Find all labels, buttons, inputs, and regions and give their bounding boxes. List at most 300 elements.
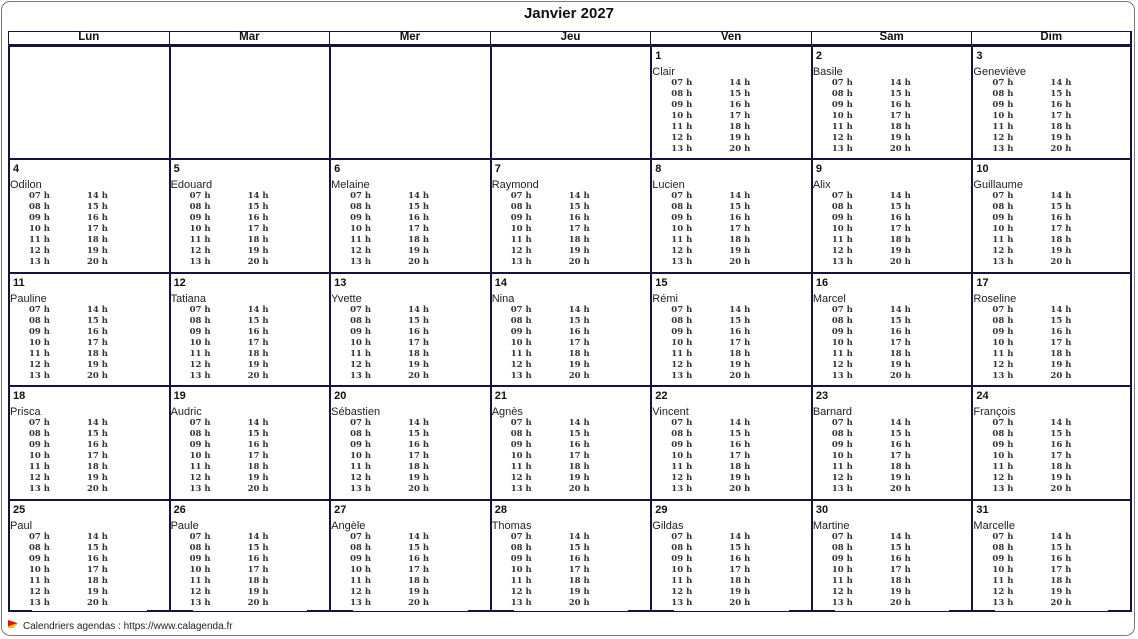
hour-slot-afternoon[interactable]: 20 h — [247, 597, 269, 608]
hour-slot-afternoon[interactable]: 17 h — [408, 224, 430, 235]
hour-slot-afternoon[interactable]: 16 h — [247, 326, 269, 337]
hour-slot-afternoon[interactable]: 16 h — [247, 440, 269, 451]
hour-slot-afternoon[interactable]: 15 h — [729, 542, 751, 553]
hour-slot-morning[interactable]: 08 h — [29, 542, 50, 553]
hour-slot-morning[interactable]: 07 h — [992, 78, 1014, 88]
hour-slot-morning[interactable]: 13 h — [29, 370, 50, 381]
hour-slot-morning[interactable]: 10 h — [189, 337, 211, 348]
hour-slot-morning[interactable]: 12 h — [350, 246, 372, 257]
hour-slot-morning[interactable]: 13 h — [831, 257, 853, 268]
hour-slot-morning[interactable]: 11 h — [831, 348, 853, 359]
hour-slot-afternoon[interactable]: 17 h — [889, 451, 911, 462]
hour-slot-afternoon[interactable]: 16 h — [1050, 100, 1072, 110]
hour-slot-morning[interactable]: 11 h — [29, 575, 50, 586]
hour-slot-morning[interactable]: 10 h — [992, 564, 1014, 575]
hour-slot-afternoon[interactable]: 14 h — [889, 531, 911, 542]
hour-slot-morning[interactable]: 07 h — [29, 304, 50, 315]
hour-slot-morning[interactable]: 08 h — [992, 89, 1014, 99]
day-cell[interactable] — [490, 158, 651, 271]
hour-slot-afternoon[interactable]: 20 h — [889, 144, 911, 154]
hour-slot-morning[interactable]: 10 h — [992, 224, 1014, 235]
hour-slot-afternoon[interactable]: 17 h — [87, 224, 108, 235]
hour-slot-morning[interactable]: 13 h — [992, 370, 1014, 381]
hour-slot-morning[interactable]: 12 h — [992, 586, 1014, 597]
hour-slot-morning[interactable]: 09 h — [350, 213, 372, 224]
hour-slot-afternoon[interactable]: 15 h — [729, 429, 751, 440]
hour-slot-afternoon[interactable]: 19 h — [889, 359, 911, 370]
hour-slot-afternoon[interactable]: 17 h — [729, 451, 751, 462]
hour-slot-morning[interactable]: 10 h — [189, 224, 211, 235]
hour-slot-morning[interactable]: 12 h — [29, 246, 50, 257]
hour-slot-morning[interactable]: 12 h — [831, 473, 853, 484]
hour-slot-afternoon[interactable]: 20 h — [1050, 144, 1072, 154]
hour-slot-morning[interactable]: 11 h — [992, 462, 1014, 473]
hour-slot-morning[interactable]: 08 h — [831, 89, 853, 99]
hour-slot-afternoon[interactable]: 16 h — [247, 553, 269, 564]
hour-slot-afternoon[interactable]: 16 h — [1050, 553, 1072, 564]
hour-slot-morning[interactable]: 08 h — [671, 429, 693, 440]
day-cell[interactable] — [329, 499, 490, 612]
hour-slot-afternoon[interactable]: 16 h — [87, 553, 108, 564]
hour-slot-morning[interactable]: 10 h — [831, 337, 853, 348]
hour-slot-afternoon[interactable]: 15 h — [87, 315, 108, 326]
hour-slot-morning[interactable]: 08 h — [671, 202, 693, 213]
hour-slot-morning[interactable]: 09 h — [671, 440, 693, 451]
hour-slot-afternoon[interactable]: 14 h — [729, 304, 751, 315]
hour-slot-afternoon[interactable]: 17 h — [87, 564, 108, 575]
hour-slot-afternoon[interactable]: 20 h — [247, 370, 269, 381]
hour-slot-afternoon[interactable]: 19 h — [729, 133, 751, 143]
hour-slot-morning[interactable]: 11 h — [29, 348, 50, 359]
hour-slot-afternoon[interactable]: 16 h — [408, 213, 430, 224]
hour-slot-morning[interactable]: 09 h — [29, 326, 50, 337]
hour-slot-morning[interactable]: 10 h — [29, 224, 50, 235]
hour-slot-morning[interactable]: 13 h — [992, 257, 1014, 268]
hour-slot-afternoon[interactable]: 17 h — [247, 337, 269, 348]
hour-slot-afternoon[interactable]: 15 h — [247, 429, 269, 440]
day-cell[interactable] — [971, 158, 1132, 271]
hour-slot-afternoon[interactable]: 15 h — [889, 315, 911, 326]
hour-slot-morning[interactable]: 12 h — [189, 473, 211, 484]
hour-slot-morning[interactable]: 08 h — [831, 542, 853, 553]
hour-slot-morning[interactable]: 11 h — [992, 575, 1014, 586]
hour-slot-morning[interactable]: 13 h — [350, 370, 372, 381]
hour-slot-afternoon[interactable]: 16 h — [87, 326, 108, 337]
hour-slot-afternoon[interactable]: 18 h — [1050, 462, 1072, 473]
day-cell[interactable] — [811, 158, 972, 271]
hour-slot-morning[interactable]: 08 h — [671, 315, 693, 326]
hour-slot-morning[interactable]: 13 h — [29, 597, 50, 608]
hour-slot-afternoon[interactable]: 20 h — [87, 484, 108, 495]
hour-slot-afternoon[interactable]: 19 h — [889, 473, 911, 484]
hour-slot-morning[interactable]: 11 h — [350, 462, 372, 473]
hour-slot-morning[interactable]: 11 h — [189, 575, 211, 586]
hour-slot-afternoon[interactable]: 18 h — [87, 575, 108, 586]
hour-slot-morning[interactable]: 07 h — [992, 191, 1014, 202]
hour-slot-afternoon[interactable]: 16 h — [729, 553, 751, 564]
hour-slot-morning[interactable]: 10 h — [510, 564, 532, 575]
hour-slot-afternoon[interactable]: 18 h — [1050, 122, 1072, 132]
hour-slot-morning[interactable]: 08 h — [189, 429, 211, 440]
hour-slot-morning[interactable]: 10 h — [992, 111, 1014, 121]
hour-slot-afternoon[interactable]: 20 h — [568, 484, 590, 495]
hour-slot-afternoon[interactable]: 19 h — [87, 586, 108, 597]
hour-slot-afternoon[interactable]: 20 h — [729, 370, 751, 381]
hour-slot-afternoon[interactable]: 14 h — [247, 418, 269, 429]
hour-slot-afternoon[interactable]: 18 h — [729, 575, 751, 586]
hour-slot-afternoon[interactable]: 16 h — [889, 213, 911, 224]
hour-slot-morning[interactable]: 13 h — [671, 370, 693, 381]
hour-slot-morning[interactable]: 12 h — [671, 586, 693, 597]
hour-slot-morning[interactable]: 07 h — [671, 304, 693, 315]
hour-slot-morning[interactable]: 09 h — [671, 553, 693, 564]
hour-slot-afternoon[interactable]: 16 h — [247, 213, 269, 224]
hour-slot-morning[interactable]: 09 h — [510, 553, 532, 564]
hour-slot-afternoon[interactable]: 19 h — [247, 473, 269, 484]
hour-slot-morning[interactable]: 08 h — [29, 202, 50, 213]
hour-slot-morning[interactable]: 09 h — [992, 553, 1014, 564]
hour-slot-afternoon[interactable]: 15 h — [1050, 202, 1072, 213]
hour-slot-afternoon[interactable]: 14 h — [568, 304, 590, 315]
hour-slot-morning[interactable]: 13 h — [671, 257, 693, 268]
hour-slot-afternoon[interactable]: 17 h — [889, 337, 911, 348]
day-cell[interactable] — [811, 499, 972, 612]
hour-slot-afternoon[interactable]: 18 h — [568, 348, 590, 359]
hour-slot-afternoon[interactable]: 16 h — [568, 553, 590, 564]
hour-slot-morning[interactable]: 09 h — [510, 213, 532, 224]
hour-slot-afternoon[interactable]: 19 h — [568, 586, 590, 597]
hour-slot-morning[interactable]: 09 h — [831, 213, 853, 224]
hour-slot-afternoon[interactable]: 19 h — [408, 359, 430, 370]
hour-slot-morning[interactable]: 11 h — [350, 575, 372, 586]
hour-slot-morning[interactable]: 07 h — [29, 418, 50, 429]
hour-slot-afternoon[interactable]: 20 h — [729, 257, 751, 268]
hour-slot-morning[interactable]: 13 h — [671, 484, 693, 495]
hour-slot-afternoon[interactable]: 20 h — [87, 597, 108, 608]
hour-slot-afternoon[interactable]: 18 h — [247, 462, 269, 473]
day-cell[interactable] — [490, 272, 651, 385]
hour-slot-afternoon[interactable]: 16 h — [408, 326, 430, 337]
hour-slot-morning[interactable]: 13 h — [992, 144, 1014, 154]
hour-slot-morning[interactable]: 10 h — [831, 111, 853, 121]
hour-slot-morning[interactable]: 12 h — [671, 359, 693, 370]
hour-slot-afternoon[interactable]: 15 h — [408, 315, 430, 326]
hour-slot-morning[interactable]: 12 h — [671, 133, 693, 143]
day-cell[interactable] — [650, 272, 811, 385]
day-cell[interactable] — [169, 385, 330, 498]
hour-slot-afternoon[interactable]: 16 h — [1050, 326, 1072, 337]
day-cell[interactable] — [811, 385, 972, 498]
hour-slot-afternoon[interactable]: 15 h — [1050, 89, 1072, 99]
hour-slot-morning[interactable]: 13 h — [510, 257, 532, 268]
hour-slot-morning[interactable]: 11 h — [671, 122, 693, 132]
hour-slot-afternoon[interactable]: 15 h — [87, 202, 108, 213]
hour-slot-morning[interactable]: 10 h — [29, 564, 50, 575]
hour-slot-afternoon[interactable]: 17 h — [568, 451, 590, 462]
hour-slot-afternoon[interactable]: 19 h — [729, 246, 751, 257]
hour-slot-morning[interactable]: 07 h — [831, 78, 853, 88]
hour-slot-afternoon[interactable]: 20 h — [889, 597, 911, 608]
hour-slot-afternoon[interactable]: 18 h — [247, 348, 269, 359]
hour-slot-morning[interactable]: 08 h — [992, 202, 1014, 213]
hour-slot-morning[interactable]: 11 h — [29, 462, 50, 473]
hour-slot-afternoon[interactable]: 16 h — [729, 213, 751, 224]
hour-slot-afternoon[interactable]: 16 h — [889, 553, 911, 564]
hour-slot-afternoon[interactable]: 18 h — [889, 575, 911, 586]
hour-slot-morning[interactable]: 07 h — [350, 531, 372, 542]
hour-slot-morning[interactable]: 07 h — [189, 191, 211, 202]
hour-slot-afternoon[interactable]: 14 h — [568, 191, 590, 202]
hour-slot-afternoon[interactable]: 14 h — [87, 191, 108, 202]
hour-slot-morning[interactable]: 13 h — [29, 257, 50, 268]
hour-slot-morning[interactable]: 08 h — [29, 429, 50, 440]
hour-slot-morning[interactable]: 08 h — [510, 542, 532, 553]
hour-slot-afternoon[interactable]: 17 h — [729, 224, 751, 235]
hour-slot-afternoon[interactable]: 18 h — [1050, 235, 1072, 246]
hour-slot-afternoon[interactable]: 15 h — [889, 202, 911, 213]
hour-slot-afternoon[interactable]: 15 h — [408, 202, 430, 213]
hour-slot-morning[interactable]: 08 h — [671, 542, 693, 553]
hour-slot-afternoon[interactable]: 19 h — [1050, 133, 1072, 143]
hour-slot-morning[interactable]: 08 h — [510, 429, 532, 440]
hour-slot-afternoon[interactable]: 15 h — [568, 315, 590, 326]
hour-slot-morning[interactable]: 10 h — [510, 451, 532, 462]
hour-slot-afternoon[interactable]: 15 h — [729, 315, 751, 326]
hour-slot-morning[interactable]: 11 h — [189, 462, 211, 473]
hour-slot-morning[interactable]: 11 h — [831, 235, 853, 246]
hour-slot-afternoon[interactable]: 17 h — [408, 451, 430, 462]
hour-slot-afternoon[interactable]: 19 h — [1050, 359, 1072, 370]
hour-slot-afternoon[interactable]: 19 h — [729, 586, 751, 597]
hour-slot-afternoon[interactable]: 20 h — [729, 144, 751, 154]
hour-slot-morning[interactable]: 09 h — [992, 213, 1014, 224]
hour-slot-morning[interactable]: 09 h — [831, 100, 853, 110]
hour-slot-morning[interactable]: 10 h — [189, 451, 211, 462]
hour-slot-morning[interactable]: 12 h — [350, 359, 372, 370]
hour-slot-afternoon[interactable]: 14 h — [408, 531, 430, 542]
hour-slot-morning[interactable]: 09 h — [992, 326, 1014, 337]
day-cell[interactable] — [8, 272, 169, 385]
hour-slot-morning[interactable]: 13 h — [510, 484, 532, 495]
hour-slot-afternoon[interactable]: 17 h — [1050, 451, 1072, 462]
hour-slot-afternoon[interactable]: 18 h — [408, 348, 430, 359]
hour-slot-afternoon[interactable]: 17 h — [247, 451, 269, 462]
hour-slot-morning[interactable]: 11 h — [510, 235, 532, 246]
hour-slot-morning[interactable]: 11 h — [350, 348, 372, 359]
hour-slot-afternoon[interactable]: 16 h — [568, 213, 590, 224]
hour-slot-morning[interactable]: 10 h — [510, 224, 532, 235]
day-cell[interactable] — [169, 272, 330, 385]
hour-slot-morning[interactable]: 10 h — [671, 564, 693, 575]
hour-slot-morning[interactable]: 13 h — [992, 484, 1014, 495]
hour-slot-afternoon[interactable]: 14 h — [889, 304, 911, 315]
hour-slot-afternoon[interactable]: 18 h — [729, 235, 751, 246]
hour-slot-morning[interactable]: 10 h — [29, 337, 50, 348]
hour-slot-morning[interactable]: 09 h — [29, 553, 50, 564]
hour-slot-afternoon[interactable]: 16 h — [87, 440, 108, 451]
hour-slot-morning[interactable]: 13 h — [189, 484, 211, 495]
hour-slot-morning[interactable]: 09 h — [189, 326, 211, 337]
hour-slot-afternoon[interactable]: 19 h — [87, 359, 108, 370]
hour-slot-morning[interactable]: 13 h — [189, 370, 211, 381]
hour-slot-afternoon[interactable]: 15 h — [889, 89, 911, 99]
hour-slot-afternoon[interactable]: 19 h — [87, 473, 108, 484]
hour-slot-morning[interactable]: 13 h — [671, 597, 693, 608]
hour-slot-morning[interactable]: 13 h — [510, 370, 532, 381]
hour-slot-morning[interactable]: 10 h — [992, 337, 1014, 348]
hour-slot-afternoon[interactable]: 15 h — [889, 429, 911, 440]
hour-slot-morning[interactable]: 11 h — [510, 462, 532, 473]
hour-slot-afternoon[interactable]: 15 h — [1050, 542, 1072, 553]
hour-slot-morning[interactable]: 12 h — [992, 359, 1014, 370]
hour-slot-afternoon[interactable]: 16 h — [729, 440, 751, 451]
hour-slot-morning[interactable]: 12 h — [350, 473, 372, 484]
hour-slot-afternoon[interactable]: 15 h — [408, 429, 430, 440]
hour-slot-afternoon[interactable]: 18 h — [729, 462, 751, 473]
hour-slot-morning[interactable]: 11 h — [671, 348, 693, 359]
hour-slot-morning[interactable]: 10 h — [671, 337, 693, 348]
hour-slot-afternoon[interactable]: 17 h — [408, 564, 430, 575]
hour-slot-afternoon[interactable]: 18 h — [889, 462, 911, 473]
hour-slot-morning[interactable]: 12 h — [189, 586, 211, 597]
hour-slot-morning[interactable]: 12 h — [671, 246, 693, 257]
hour-slot-afternoon[interactable]: 17 h — [889, 564, 911, 575]
hour-slot-morning[interactable]: 10 h — [350, 337, 372, 348]
hour-slot-afternoon[interactable]: 15 h — [1050, 429, 1072, 440]
hour-slot-morning[interactable]: 08 h — [992, 429, 1014, 440]
hour-slot-afternoon[interactable]: 16 h — [889, 100, 911, 110]
hour-slot-morning[interactable]: 12 h — [831, 246, 853, 257]
hour-slot-afternoon[interactable]: 19 h — [1050, 586, 1072, 597]
hour-slot-afternoon[interactable]: 19 h — [87, 246, 108, 257]
hour-slot-morning[interactable]: 11 h — [189, 348, 211, 359]
hour-slot-afternoon[interactable]: 18 h — [87, 348, 108, 359]
day-cell[interactable] — [650, 45, 811, 158]
hour-slot-morning[interactable]: 09 h — [671, 213, 693, 224]
hour-slot-morning[interactable]: 08 h — [29, 315, 50, 326]
hour-slot-afternoon[interactable]: 20 h — [1050, 484, 1072, 495]
hour-slot-afternoon[interactable]: 20 h — [1050, 370, 1072, 381]
hour-slot-morning[interactable]: 07 h — [350, 304, 372, 315]
hour-slot-afternoon[interactable]: 14 h — [408, 418, 430, 429]
hour-slot-morning[interactable]: 11 h — [671, 575, 693, 586]
hour-slot-afternoon[interactable]: 14 h — [729, 418, 751, 429]
hour-slot-morning[interactable]: 13 h — [510, 597, 532, 608]
hour-slot-afternoon[interactable]: 19 h — [247, 246, 269, 257]
hour-slot-morning[interactable]: 07 h — [831, 418, 853, 429]
hour-slot-morning[interactable]: 12 h — [992, 246, 1014, 257]
hour-slot-morning[interactable]: 07 h — [671, 418, 693, 429]
hour-slot-morning[interactable]: 07 h — [992, 531, 1014, 542]
hour-slot-morning[interactable]: 09 h — [29, 440, 50, 451]
hour-slot-morning[interactable]: 12 h — [831, 133, 853, 143]
hour-slot-afternoon[interactable]: 20 h — [408, 370, 430, 381]
day-cell[interactable] — [650, 385, 811, 498]
hour-slot-afternoon[interactable]: 15 h — [568, 542, 590, 553]
hour-slot-morning[interactable]: 13 h — [350, 484, 372, 495]
hour-slot-afternoon[interactable]: 16 h — [408, 440, 430, 451]
hour-slot-afternoon[interactable]: 16 h — [568, 326, 590, 337]
hour-slot-afternoon[interactable]: 18 h — [1050, 575, 1072, 586]
hour-slot-morning[interactable]: 11 h — [831, 575, 853, 586]
hour-slot-afternoon[interactable]: 18 h — [408, 235, 430, 246]
hour-slot-afternoon[interactable]: 14 h — [1050, 191, 1072, 202]
hour-slot-morning[interactable]: 07 h — [671, 78, 693, 88]
hour-slot-morning[interactable]: 07 h — [350, 191, 372, 202]
hour-slot-afternoon[interactable]: 16 h — [889, 326, 911, 337]
hour-slot-afternoon[interactable]: 19 h — [568, 473, 590, 484]
hour-slot-morning[interactable]: 09 h — [671, 100, 693, 110]
hour-slot-morning[interactable]: 11 h — [992, 235, 1014, 246]
hour-slot-afternoon[interactable]: 14 h — [408, 304, 430, 315]
hour-slot-afternoon[interactable]: 15 h — [568, 202, 590, 213]
hour-slot-afternoon[interactable]: 18 h — [408, 575, 430, 586]
hour-slot-morning[interactable]: 07 h — [29, 531, 50, 542]
hour-slot-afternoon[interactable]: 15 h — [87, 542, 108, 553]
hour-slot-afternoon[interactable]: 20 h — [568, 257, 590, 268]
hour-slot-afternoon[interactable]: 15 h — [889, 542, 911, 553]
hour-slot-morning[interactable]: 11 h — [671, 462, 693, 473]
hour-slot-morning[interactable]: 08 h — [189, 202, 211, 213]
hour-slot-afternoon[interactable]: 18 h — [87, 462, 108, 473]
hour-slot-morning[interactable]: 11 h — [189, 235, 211, 246]
hour-slot-morning[interactable]: 07 h — [510, 531, 532, 542]
hour-slot-afternoon[interactable]: 14 h — [1050, 78, 1072, 88]
day-cell[interactable] — [490, 385, 651, 498]
hour-slot-morning[interactable]: 11 h — [510, 348, 532, 359]
hour-slot-afternoon[interactable]: 19 h — [889, 586, 911, 597]
hour-slot-afternoon[interactable]: 19 h — [1050, 246, 1072, 257]
hour-slot-afternoon[interactable]: 18 h — [87, 235, 108, 246]
hour-slot-afternoon[interactable]: 18 h — [889, 122, 911, 132]
hour-slot-morning[interactable]: 11 h — [992, 122, 1014, 132]
hour-slot-afternoon[interactable]: 19 h — [1050, 473, 1072, 484]
day-cell[interactable] — [169, 158, 330, 271]
hour-slot-afternoon[interactable]: 18 h — [1050, 348, 1072, 359]
day-cell[interactable] — [8, 385, 169, 498]
hour-slot-afternoon[interactable]: 20 h — [889, 370, 911, 381]
hour-slot-afternoon[interactable]: 14 h — [87, 418, 108, 429]
hour-slot-morning[interactable]: 09 h — [510, 440, 532, 451]
hour-slot-morning[interactable]: 09 h — [671, 326, 693, 337]
hour-slot-afternoon[interactable]: 20 h — [1050, 257, 1072, 268]
hour-slot-morning[interactable]: 12 h — [992, 133, 1014, 143]
hour-slot-afternoon[interactable]: 16 h — [889, 440, 911, 451]
hour-slot-afternoon[interactable]: 18 h — [408, 462, 430, 473]
hour-slot-morning[interactable]: 13 h — [831, 597, 853, 608]
hour-slot-morning[interactable]: 08 h — [350, 429, 372, 440]
hour-slot-afternoon[interactable]: 19 h — [568, 246, 590, 257]
hour-slot-afternoon[interactable]: 15 h — [87, 429, 108, 440]
hour-slot-afternoon[interactable]: 20 h — [729, 484, 751, 495]
hour-slot-afternoon[interactable]: 20 h — [247, 484, 269, 495]
hour-slot-morning[interactable]: 07 h — [831, 304, 853, 315]
hour-slot-afternoon[interactable]: 18 h — [247, 575, 269, 586]
hour-slot-morning[interactable]: 07 h — [831, 531, 853, 542]
hour-slot-morning[interactable]: 09 h — [350, 553, 372, 564]
hour-slot-afternoon[interactable]: 14 h — [1050, 304, 1072, 315]
hour-slot-morning[interactable]: 08 h — [350, 315, 372, 326]
hour-slot-morning[interactable]: 09 h — [831, 553, 853, 564]
hour-slot-morning[interactable]: 09 h — [831, 440, 853, 451]
hour-slot-afternoon[interactable]: 14 h — [247, 191, 269, 202]
hour-slot-morning[interactable]: 07 h — [510, 191, 532, 202]
hour-slot-afternoon[interactable]: 18 h — [889, 348, 911, 359]
day-cell[interactable] — [971, 385, 1132, 498]
hour-slot-afternoon[interactable]: 15 h — [729, 89, 751, 99]
hour-slot-afternoon[interactable]: 18 h — [729, 348, 751, 359]
hour-slot-afternoon[interactable]: 14 h — [87, 304, 108, 315]
